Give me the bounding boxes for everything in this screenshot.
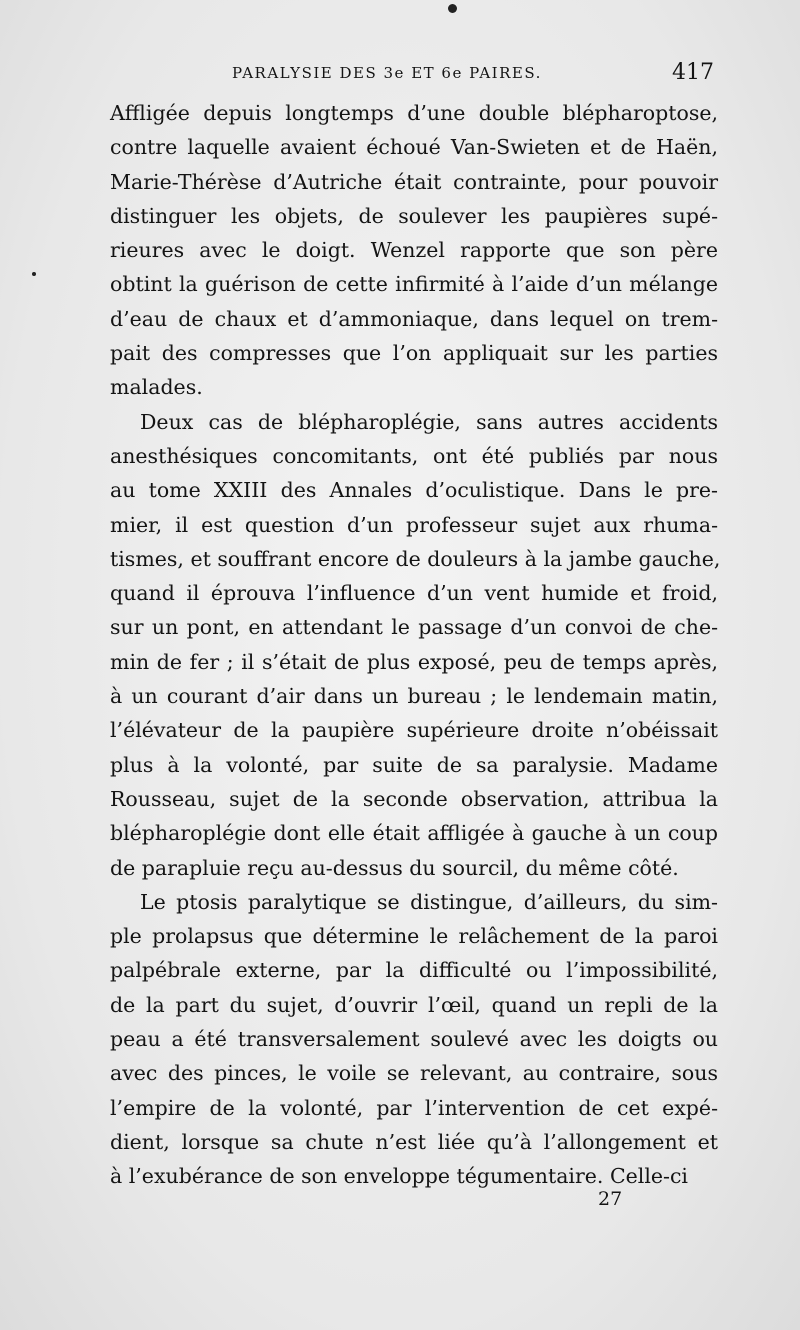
text-line: min de fer ; il s’était de plus exposé, peu de temps après,: [110, 649, 718, 674]
text-line: de la part du sujet, d’ouvrir l’œil, quand un repli de la: [110, 992, 718, 1017]
text-line: avec des pinces, le voile se relevant, au contraire, sous: [110, 1061, 718, 1086]
text-line: sur un pont, en attendant le passage d’un convoi de che-: [110, 615, 718, 640]
text-line: l’empire de la volonté, par l’intervention de cet expé-: [110, 1095, 718, 1120]
text-line: mier, il est question d’un professeur sujet aux rhuma-: [110, 512, 718, 537]
text-line: contre laquelle avaient échoué Van-Swieten et de Haën,: [110, 135, 718, 160]
text-line: ple prolapsus que détermine le relâchement de la paroi: [110, 924, 718, 949]
running-header: [110, 60, 714, 92]
text-line: blépharoplégie dont elle était affligée à gauche à un coup: [110, 821, 718, 846]
paragraph: [110, 405, 721, 885]
text-line: dient, lorsque sa chute n’est liée qu’à l’allongement et: [110, 1129, 718, 1154]
text-line: rieures avec le doigt. Wenzel rapporte que son père: [110, 238, 718, 263]
text-line: palpébrale externe, par la difficulté ou l’impossibilité,: [110, 958, 718, 983]
text-line: malades.: [110, 375, 203, 400]
body-text: [110, 96, 721, 1194]
text-line: anesthésiques concomitants, ont été publiés par nous: [110, 443, 718, 468]
text-line: tismes, et souffrant encore de douleurs à la jambe gauche,: [110, 546, 721, 571]
text-line: obtint la guérison de cette infirmité à l’aide d’un mélange: [110, 272, 718, 297]
text-line: de parapluie reçu au-dessus du sourcil, du même côté.: [110, 855, 679, 880]
ink-spot: [448, 4, 457, 13]
text-line: Marie-Thérèse d’Autriche était contrainte, pour pouvoir: [110, 169, 718, 194]
text-line: Le ptosis paralytique se distingue, d’ailleurs, du sim-: [140, 889, 718, 914]
text-line: Deux cas de blépharoplégie, sans autres accidents: [140, 409, 718, 434]
text-line: peau a été transversalement soulevé avec les doigts ou: [110, 1027, 718, 1052]
paragraph: [110, 885, 718, 1194]
text-line: à l’exubérance de son enveloppe tégumentaire. Celle-ci: [110, 1164, 688, 1189]
text-line: pait des compresses que l’on appliquait sur les parties: [110, 341, 718, 366]
text-line: à un courant d’air dans un bureau ; le lendemain matin,: [110, 684, 718, 709]
signature-mark: 27: [598, 1188, 623, 1210]
running-title: PARALYSIE DES 3e ET 6e PAIRES.: [232, 64, 542, 82]
text-line: l’élévateur de la paupière supérieure droite n’obéissait: [110, 718, 718, 743]
paragraph: [110, 96, 718, 405]
page-number: 417: [672, 60, 714, 85]
text-line: d’eau de chaux et d’ammoniaque, dans lequel on trem-: [110, 306, 718, 331]
text-line: Affligée depuis longtemps d’une double blépharoptose,: [110, 101, 718, 125]
text-line: quand il éprouva l’influence d’un vent humide et froid,: [110, 581, 718, 606]
text-line: distinguer les objets, de soulever les paupières supé-: [110, 203, 718, 228]
text-line: au tome XXIII des Annales d’oculistique. Dans le pre-: [110, 478, 718, 503]
text-line: Rousseau, sujet de la seconde observation, attribua la: [110, 786, 718, 811]
ink-spot: [32, 272, 36, 276]
text-line: plus à la volonté, par suite de sa paralysie. Madame: [110, 752, 718, 777]
